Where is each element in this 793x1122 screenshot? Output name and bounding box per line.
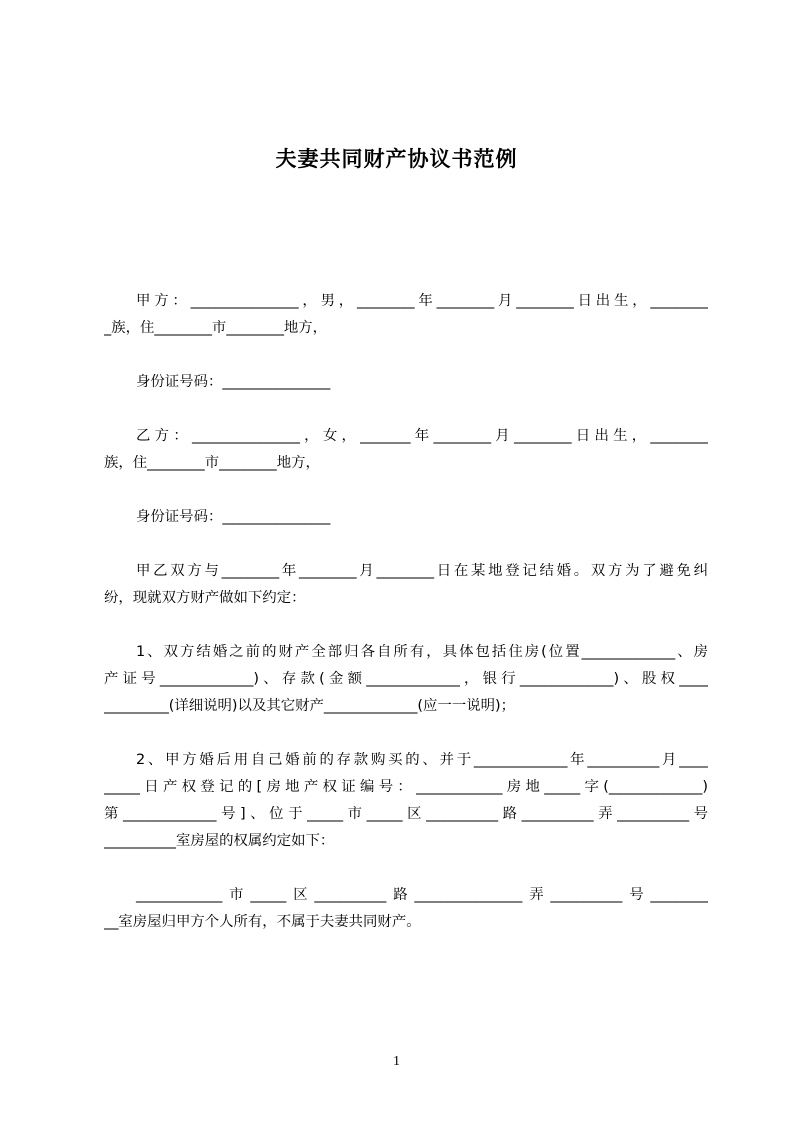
clause-1-line-3: _________(详细说明)以及其它财产_____________(应一一说明)； [104, 698, 516, 714]
clause-2-line-1: 2、甲方婚后用自己婚前的存款购买的、并于_____________年__________月____ [136, 752, 708, 768]
party-b-id-line: 身份证号码：_______________ [136, 509, 331, 525]
marriage-line-2: 纷，现就双方财产做如下约定： [104, 590, 306, 606]
paragraph-gap [104, 720, 708, 747]
clause-1-line-1: 1、双方结婚之前的财产全部归各自所有，具体包括住房(位置_____________、房 [136, 644, 708, 660]
paragraph-gap [104, 531, 708, 558]
document-body [104, 288, 708, 936]
paragraph-gap [104, 396, 708, 423]
party-a-line-2: _族，住________市________地方， [104, 320, 328, 336]
paragraph-gap [104, 342, 708, 369]
party-a-id-line: 身份证号码：_______________ [136, 374, 331, 390]
clause-2-detail-line-2: __室房屋归甲方个人所有，不属于夫妻共同财产。 [104, 914, 421, 930]
party-a-line-1: 甲方：_______________，男，________年________月________日出生，________ [136, 293, 708, 309]
paragraph-gap [104, 855, 708, 882]
party-b-line-1: 乙方：_______________，女，_______年________月________日出生，________ [136, 428, 708, 444]
paragraph-gap [104, 477, 708, 504]
clause-2-line-2: _____日产权登记的[房地产权证编号：____________房地_____字(_____________) [104, 779, 708, 795]
clause-2-line-3: 第_____________号]、位于_____市_____区__________路__________弄__________号 [104, 806, 708, 822]
document-title: 夫妻共同财产协议书范例 [275, 147, 518, 171]
page-number: 1 [393, 1054, 400, 1069]
marriage-line-1: 甲乙双方与________年________月________日在某地登记结婚。双方为了避免纠 [136, 563, 708, 579]
party-b-line-2: 族，住________市________地方， [104, 455, 320, 471]
clause-2-line-4: __________室房屋的权属约定如下： [104, 833, 335, 849]
clause-1-line-2: 产证号_____________)、存款(金额_____________，银行_____________)、股权____ [104, 671, 708, 687]
paragraph-gap [104, 612, 708, 639]
clause-2-detail-line-1: ____________市_____区__________路_______________弄__________号________ [136, 887, 708, 903]
